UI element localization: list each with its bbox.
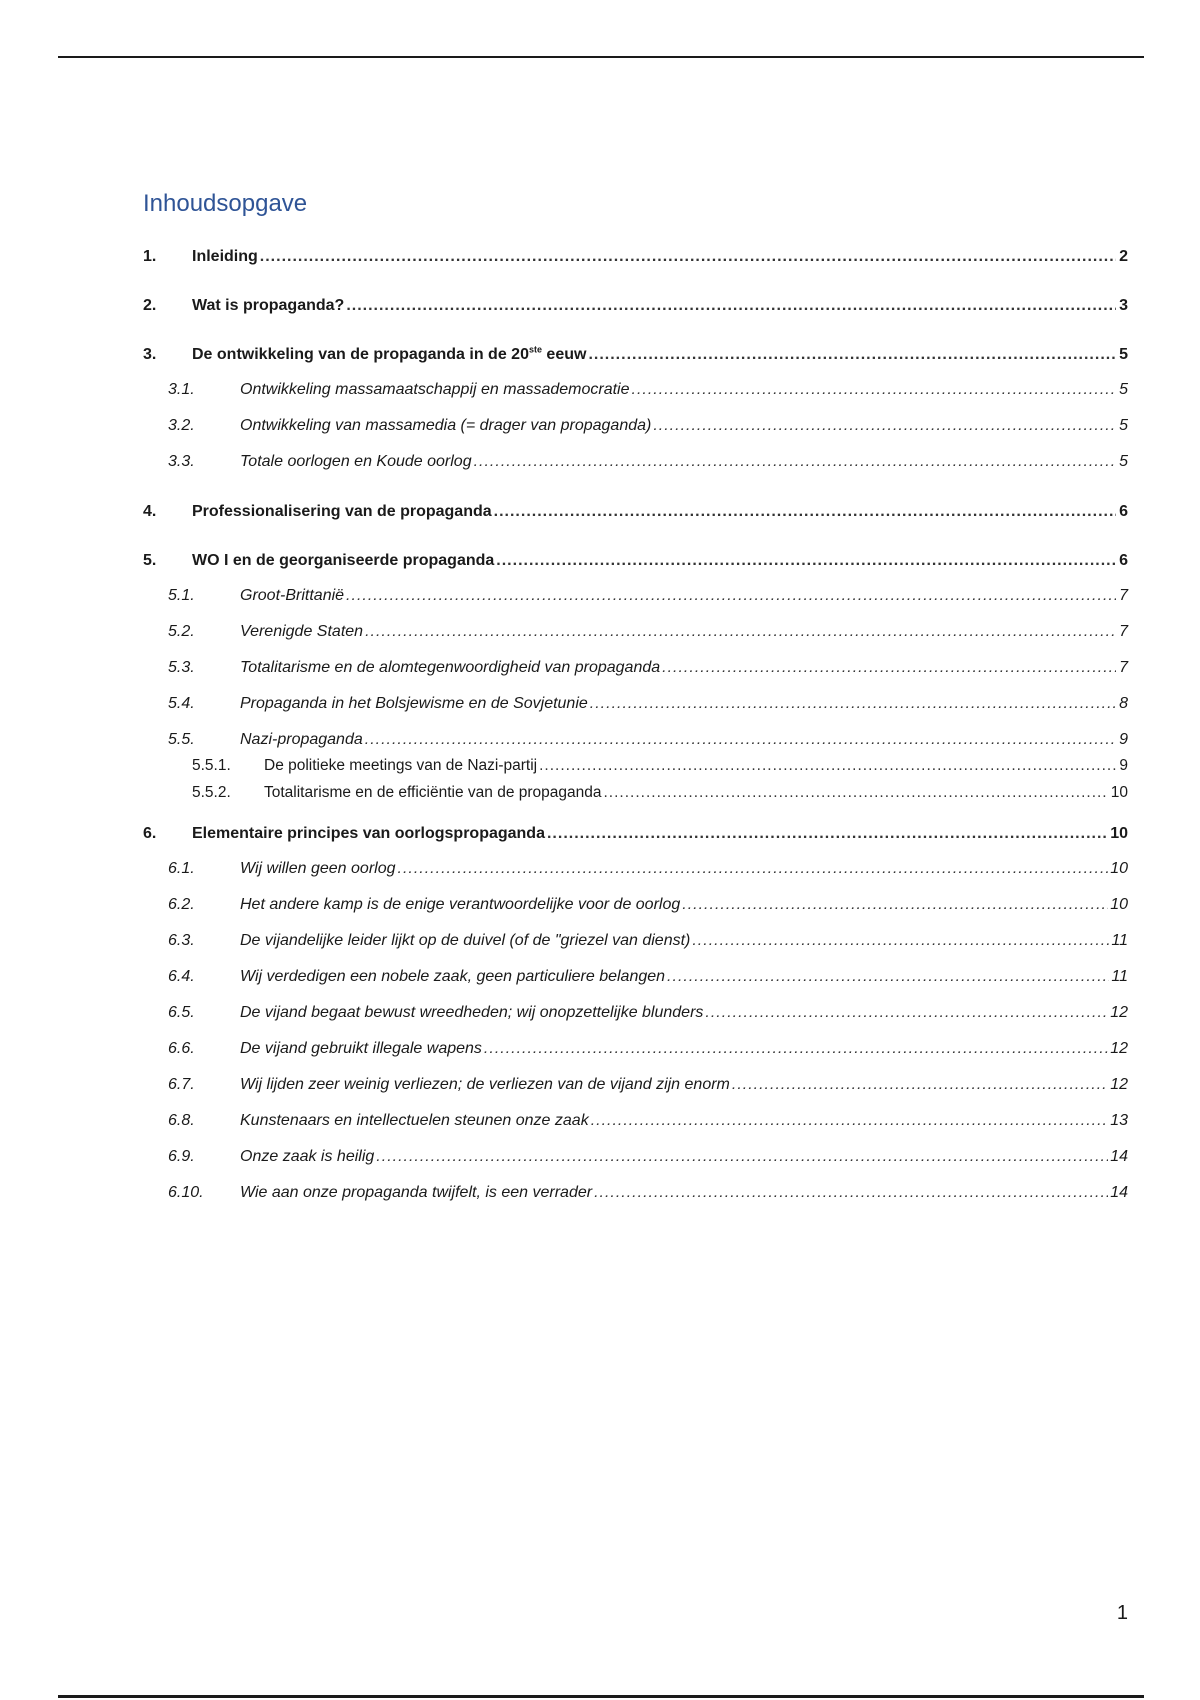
toc-entry-page: 13 [1110, 1112, 1128, 1129]
toc-entry-5-3[interactable] [143, 659, 1128, 695]
toc-entry-page: 5 [1119, 417, 1128, 434]
toc-entry-number: 5.2. [168, 623, 195, 640]
toc-entry-number: 5.5.2. [192, 784, 231, 801]
toc-entry-number: 6.6. [168, 1040, 195, 1057]
toc-title: Inhoudsopgave [143, 190, 308, 217]
toc-entry-5[interactable] [143, 552, 1128, 587]
header-rule [58, 56, 1144, 58]
dot-leader [653, 417, 1116, 435]
toc-entry-6-2[interactable] [143, 896, 1128, 932]
toc-entry-label: Wij verdedigen een nobele zaak, geen particuliere belangen [240, 968, 666, 985]
dot-leader [496, 552, 1116, 570]
toc-entry-number: 1. [143, 248, 157, 265]
toc-entry-page: 12 [1110, 1076, 1128, 1093]
toc-entry-6[interactable] [143, 825, 1128, 860]
toc-entry-5-5-2[interactable] [143, 784, 1128, 811]
toc-entry-6-3[interactable] [143, 932, 1128, 968]
dot-leader [632, 381, 1116, 399]
toc-entry-page: 10 [1110, 860, 1128, 877]
dot-leader [705, 1004, 1108, 1022]
toc-entry-5-5-1[interactable] [143, 757, 1128, 784]
toc-entry-label: De vijand gebruikt illegale wapens [240, 1040, 482, 1057]
toc-entry-4[interactable] [143, 503, 1128, 538]
toc-entry-page: 11 [1111, 968, 1128, 985]
toc-entry-1[interactable] [143, 248, 1128, 283]
dot-leader [346, 297, 1116, 315]
toc-entry-label: Totalitarisme en de efficiëntie van de propaganda [264, 784, 602, 801]
toc-entry-number: 6.3. [168, 932, 195, 949]
toc-entry-number: 5.5.1. [192, 757, 231, 774]
toc-entry-number: 5. [143, 552, 157, 569]
toc-entry-label: Elementaire principes van oorlogspropaganda [192, 825, 545, 842]
toc-entry-6-10[interactable] [143, 1184, 1128, 1220]
toc-entry-label: De ontwikkeling van de propaganda in de 20ste eeuw [192, 344, 587, 363]
toc-entry-page: 5 [1119, 346, 1128, 363]
toc-entry-label: Onze zaak is heilig [240, 1148, 375, 1165]
toc-entry-6-4[interactable] [143, 968, 1128, 1004]
toc-entry-page: 14 [1110, 1148, 1128, 1165]
toc-entry-page: 8 [1119, 695, 1128, 712]
toc-entry-5-5[interactable] [143, 731, 1128, 757]
dot-leader [539, 757, 1116, 775]
dot-leader [365, 623, 1116, 641]
toc-entry-page: 10 [1110, 896, 1128, 913]
toc-entry-page: 5 [1119, 381, 1128, 398]
toc-entry-page: 14 [1110, 1184, 1128, 1201]
dot-leader [732, 1076, 1108, 1094]
dot-leader [346, 587, 1116, 605]
toc-entry-label: Inleiding [192, 248, 258, 265]
dot-leader [484, 1040, 1108, 1058]
toc-entry-page: 12 [1110, 1040, 1128, 1057]
dot-leader [692, 932, 1109, 950]
toc-entry-6-8[interactable] [143, 1112, 1128, 1148]
toc-entry-number: 5.4. [168, 695, 195, 712]
dot-leader [398, 860, 1109, 878]
toc-entry-number: 5.5. [168, 731, 195, 748]
toc-entry-6-9[interactable] [143, 1148, 1128, 1184]
dot-leader [260, 248, 1116, 266]
toc-entry-label: Professionalisering van de propaganda [192, 503, 492, 520]
toc-entry-2[interactable] [143, 297, 1128, 332]
toc-entry-number: 6.1. [168, 860, 195, 877]
toc-entry-number: 6.9. [168, 1148, 195, 1165]
toc-entry-page: 7 [1119, 623, 1128, 640]
toc-entry-page: 6 [1119, 552, 1128, 569]
toc-entry-3-3[interactable] [143, 453, 1128, 489]
toc-entry-page: 7 [1119, 587, 1128, 604]
dot-leader [667, 968, 1109, 986]
dot-leader [365, 731, 1116, 749]
toc-entry-page: 12 [1110, 1004, 1128, 1021]
toc-entry-3[interactable] [143, 346, 1128, 381]
toc-entry-label: De vijandelijke leider lijkt op de duivel (of de "griezel van dienst) [240, 932, 691, 949]
toc-entry-page: 10 [1110, 825, 1128, 842]
toc-entry-6-5[interactable] [143, 1004, 1128, 1040]
dot-leader [376, 1148, 1108, 1166]
toc-entry-page: 9 [1119, 757, 1128, 774]
toc-entry-number: 6.2. [168, 896, 195, 913]
toc-entry-number: 3.1. [168, 381, 195, 398]
toc-entry-5-2[interactable] [143, 623, 1128, 659]
toc-entry-label: Wij willen geen oorlog [240, 860, 396, 877]
toc-entry-label: Verenigde Staten [240, 623, 364, 640]
toc-entry-label: Totale oorlogen en Koude oorlog [240, 453, 472, 470]
toc-entry-number: 4. [143, 503, 157, 520]
toc-entry-page: 2 [1119, 248, 1128, 265]
toc-entry-page: 3 [1119, 297, 1128, 314]
toc-entry-label: De politieke meetings van de Nazi-partij [264, 757, 538, 774]
dot-leader [494, 503, 1116, 521]
toc-entry-page: 10 [1110, 784, 1128, 801]
toc-entry-page: 9 [1119, 731, 1128, 748]
toc-entry-number: 6.8. [168, 1112, 195, 1129]
toc-entry-6-6[interactable] [143, 1040, 1128, 1076]
toc-entry-number: 6.4. [168, 968, 195, 985]
toc-entry-page: 5 [1119, 453, 1128, 470]
toc-entry-number: 5.1. [168, 587, 195, 604]
toc-entry-number: 2. [143, 297, 157, 314]
toc-entry-3-1[interactable] [143, 381, 1128, 417]
toc-entry-label: Ontwikkeling van massamedia (= drager van propaganda) [240, 417, 652, 434]
toc-entry-number: 3.2. [168, 417, 195, 434]
toc-entry-number: 3.3. [168, 453, 195, 470]
dot-leader [682, 896, 1108, 914]
toc-entry-number: 6.5. [168, 1004, 195, 1021]
dot-leader [604, 784, 1109, 802]
toc-entry-5-1[interactable] [143, 587, 1128, 623]
toc-entry-label: De vijand begaat bewust wreedheden; wij onopzettelijke blunders [240, 1004, 704, 1021]
toc-entry-label: Kunstenaars en intellectuelen steunen onze zaak [240, 1112, 589, 1129]
dot-leader [662, 659, 1116, 677]
toc-entry-page: 6 [1119, 503, 1128, 520]
toc-entry-label: Ontwikkeling massamaatschappij en massademocratie [240, 381, 630, 398]
toc-entry-number: 6.10. [168, 1184, 204, 1201]
footer-rule [58, 1695, 1144, 1698]
toc-entry-label: Wij lijden zeer weinig verliezen; de verliezen van de vijand zijn enorm [240, 1076, 730, 1093]
toc-entry-number: 6. [143, 825, 157, 842]
dot-leader [594, 1184, 1108, 1202]
dot-leader [590, 695, 1116, 713]
toc-entry-label: Propaganda in het Bolsjewisme en de Sovjetunie [240, 695, 588, 712]
dot-leader [547, 825, 1108, 843]
toc-entry-page: 11 [1111, 932, 1128, 949]
toc-entry-number: 5.3. [168, 659, 195, 676]
table-of-contents [143, 190, 1128, 1220]
page-number: 1 [1116, 1602, 1128, 1624]
toc-entry-6-1[interactable] [143, 860, 1128, 896]
dot-leader [588, 346, 1116, 364]
toc-entry-label: Wie aan onze propaganda twijfelt, is een verrader [240, 1184, 593, 1201]
toc-entry-label: Nazi-propaganda [240, 731, 363, 748]
dot-leader [591, 1112, 1109, 1130]
toc-entry-label: Wat is propaganda? [192, 297, 345, 314]
dot-leader [474, 453, 1116, 471]
toc-entry-page: 7 [1119, 659, 1128, 676]
toc-entry-3-2[interactable] [143, 417, 1128, 453]
toc-entry-5-4[interactable] [143, 695, 1128, 731]
toc-entry-label: WO I en de georganiseerde propaganda [192, 552, 495, 569]
toc-entry-6-7[interactable] [143, 1076, 1128, 1112]
toc-entry-label: Groot-Brittanië [240, 587, 345, 604]
superscript: ste [528, 344, 542, 355]
toc-entry-label: Het andere kamp is de enige verantwoordelijke voor de oorlog [240, 896, 681, 913]
toc-entry-number: 6.7. [168, 1076, 195, 1093]
toc-entry-number: 3. [143, 346, 157, 363]
toc-entry-label: Totalitarisme en de alomtegenwoordigheid van propaganda [240, 659, 661, 676]
